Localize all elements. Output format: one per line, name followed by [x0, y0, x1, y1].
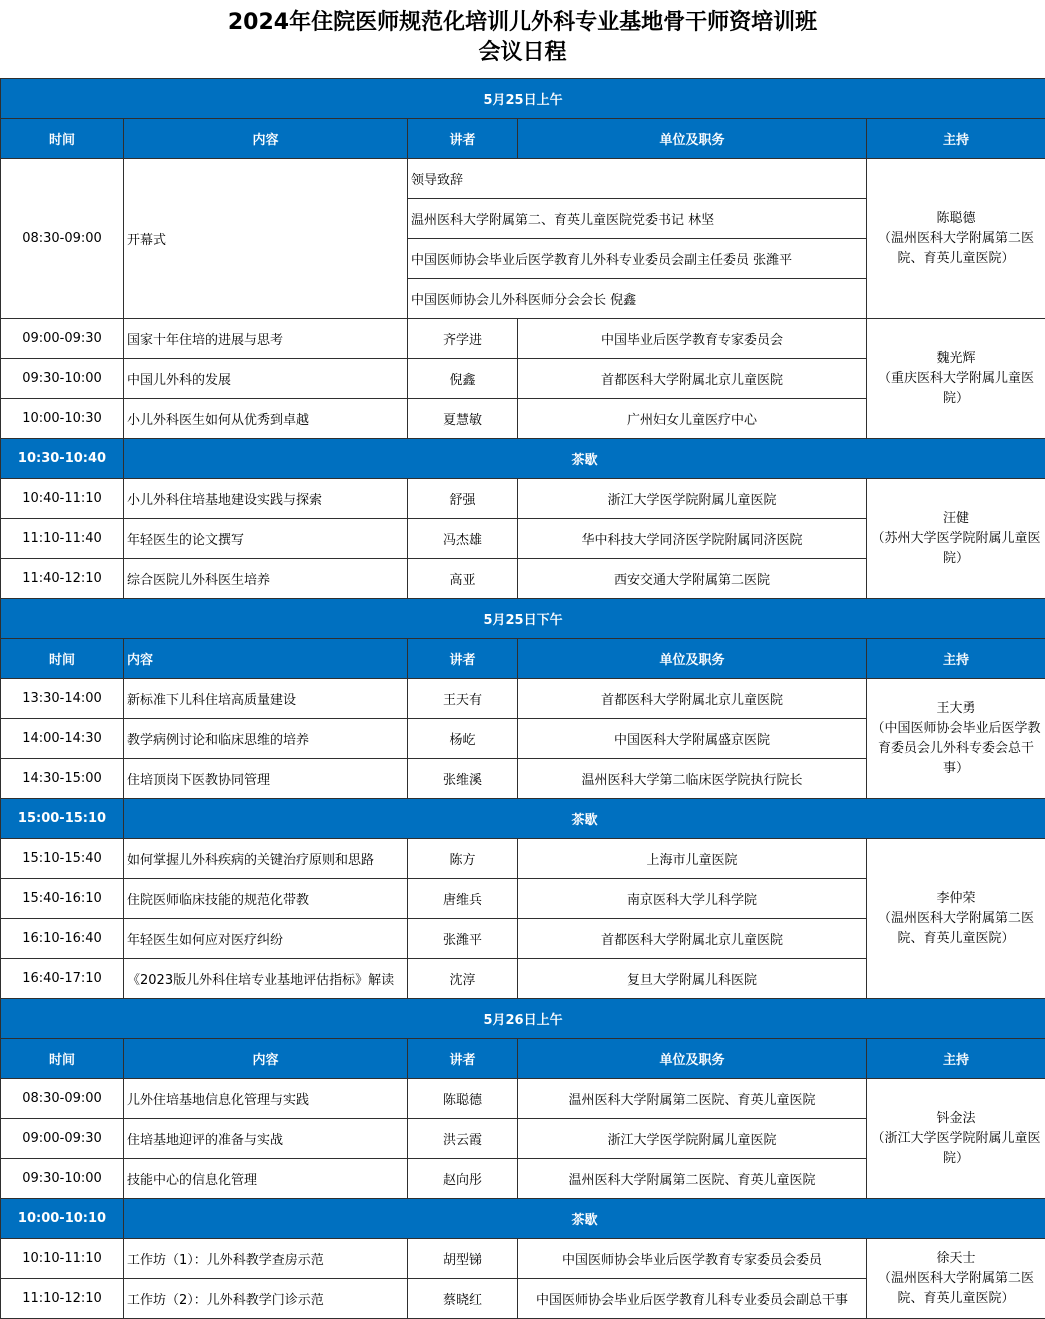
host-cell [867, 679, 1045, 799]
time-cell: 11:10-11:40 [1, 519, 124, 559]
section-row [1, 79, 1045, 119]
host-org: （苏州大学医学院附属儿童医院） [870, 529, 1042, 569]
content-cell: 住院医师临床技能的规范化带教 [124, 879, 408, 919]
speaker-cell: 张维溪 [408, 759, 518, 799]
unit-cell: 首都医科大学附属北京儿童医院 [518, 359, 867, 399]
break-row [1, 439, 1045, 479]
host-org: （浙江大学医学院附属儿童医院） [870, 1129, 1042, 1169]
break-time: 10:30-10:40 [1, 439, 124, 479]
time-cell: 15:10-15:40 [1, 839, 124, 879]
time-cell: 15:40-16:10 [1, 879, 124, 919]
unit-cell: 南京医科大学儿科学院 [518, 879, 867, 919]
time-cell: 09:30-10:00 [1, 1159, 124, 1199]
unit-cell: 中国毕业后医学教育专家委员会 [518, 319, 867, 359]
table-row [1, 1079, 1045, 1119]
header-host: 主持 [867, 1039, 1045, 1079]
header-content: 内容 [124, 1039, 408, 1079]
content-cell: 综合医院儿外科医生培养 [124, 559, 408, 599]
break-row [1, 799, 1045, 839]
speaker-cell: 高亚 [408, 559, 518, 599]
header-row [1, 119, 1045, 159]
unit-cell: 中国医师协会毕业后医学教育儿科专业委员会副总干事 [518, 1279, 867, 1319]
speaker-cell: 王天有 [408, 679, 518, 719]
speaker-cell: 唐维兵 [408, 879, 518, 919]
opening-line: 温州医科大学附属第二、育英儿童医院党委书记 林坚 [408, 199, 867, 239]
speaker-cell: 倪鑫 [408, 359, 518, 399]
break-time: 10:00-10:10 [1, 1199, 124, 1239]
unit-cell: 华中科技大学同济医学院附属同济医院 [518, 519, 867, 559]
header-host: 主持 [867, 639, 1045, 679]
host-org: （温州医科大学附属第二医院、育英儿童医院） [870, 909, 1042, 949]
opening-line: 中国医师协会儿外科医师分会会长 倪鑫 [408, 279, 867, 319]
host-org: （温州医科大学附属第二医院、育英儿童医院） [870, 1269, 1042, 1309]
content-cell: 住培顶岗下医教协同管理 [124, 759, 408, 799]
header-row [1, 1039, 1045, 1079]
table-row [1, 319, 1045, 359]
section-title: 5月25日下午 [1, 599, 1045, 639]
opening-line: 中国医师协会毕业后医学教育儿外科专业委员会副主任委员 张潍平 [408, 239, 867, 279]
title-line-1: 2024年住院医师规范化培训儿外科专业基地骨干师资培训班 [0, 8, 1045, 38]
opening-line: 领导致辞 [408, 159, 867, 199]
header-content: 内容 [124, 119, 408, 159]
content-cell: 《2023版儿外科住培专业基地评估指标》解读 [124, 959, 408, 999]
speaker-cell: 陈方 [408, 839, 518, 879]
header-host: 主持 [867, 119, 1045, 159]
speaker-cell: 沈淳 [408, 959, 518, 999]
header-time: 时间 [1, 1039, 124, 1079]
unit-cell: 复旦大学附属儿科医院 [518, 959, 867, 999]
unit-cell: 首都医科大学附属北京儿童医院 [518, 919, 867, 959]
speaker-cell: 赵向彤 [408, 1159, 518, 1199]
host-cell [867, 159, 1045, 319]
host-cell [867, 1239, 1045, 1319]
header-speaker: 讲者 [408, 639, 518, 679]
time-cell: 10:40-11:10 [1, 479, 124, 519]
speaker-cell: 冯杰雄 [408, 519, 518, 559]
unit-cell: 西安交通大学附属第二医院 [518, 559, 867, 599]
host-cell [867, 1079, 1045, 1199]
header-time: 时间 [1, 639, 124, 679]
time-cell: 09:30-10:00 [1, 359, 124, 399]
header-speaker: 讲者 [408, 1039, 518, 1079]
unit-cell: 上海市儿童医院 [518, 839, 867, 879]
host-org: （中国医师协会毕业后医学教育委员会儿外科专委会总干事） [870, 719, 1042, 779]
unit-cell: 浙江大学医学院附属儿童医院 [518, 479, 867, 519]
content-cell: 儿外住培基地信息化管理与实践 [124, 1079, 408, 1119]
content-cell: 工作坊（2）：儿外科教学门诊示范 [124, 1279, 408, 1319]
unit-cell: 广州妇女儿童医疗中心 [518, 399, 867, 439]
host-name: 徐天士 [870, 1249, 1042, 1269]
speaker-cell: 齐学进 [408, 319, 518, 359]
header-unit: 单位及职务 [518, 1039, 867, 1079]
speaker-cell: 蔡晓红 [408, 1279, 518, 1319]
unit-cell: 中国医科大学附属盛京医院 [518, 719, 867, 759]
content-cell: 小儿外科住培基地建设实践与探索 [124, 479, 408, 519]
time-cell: 10:00-10:30 [1, 399, 124, 439]
speaker-cell: 洪云霞 [408, 1119, 518, 1159]
unit-cell: 浙江大学医学院附属儿童医院 [518, 1119, 867, 1159]
host-name: 李仲荣 [870, 889, 1042, 909]
speaker-cell: 夏慧敏 [408, 399, 518, 439]
time-cell: 08:30-09:00 [1, 159, 124, 319]
unit-cell: 温州医科大学附属第二医院、育英儿童医院 [518, 1079, 867, 1119]
time-cell: 09:00-09:30 [1, 1119, 124, 1159]
content-cell: 技能中心的信息化管理 [124, 1159, 408, 1199]
content-cell: 住培基地迎评的准备与实战 [124, 1119, 408, 1159]
break-label: 茶歇 [124, 439, 1045, 479]
host-org: （温州医科大学附属第二医院、育英儿童医院） [870, 229, 1042, 269]
time-cell: 11:10-12:10 [1, 1279, 124, 1319]
header-speaker: 讲者 [408, 119, 518, 159]
table-row [1, 1239, 1045, 1279]
table-row [1, 679, 1045, 719]
time-cell: 14:30-15:00 [1, 759, 124, 799]
content-cell: 年轻医生的论文撰写 [124, 519, 408, 559]
table-row [1, 479, 1045, 519]
time-cell: 11:40-12:10 [1, 559, 124, 599]
break-label: 茶歇 [124, 1199, 1045, 1239]
time-cell: 08:30-09:00 [1, 1079, 124, 1119]
speaker-cell: 杨屹 [408, 719, 518, 759]
content-cell: 新标准下儿科住培高质量建设 [124, 679, 408, 719]
content-cell: 教学病例讨论和临床思维的培养 [124, 719, 408, 759]
time-cell: 09:00-09:30 [1, 319, 124, 359]
time-cell: 16:40-17:10 [1, 959, 124, 999]
opening-row [1, 159, 1045, 199]
section-title: 5月26日上午 [1, 999, 1045, 1039]
time-cell: 16:10-16:40 [1, 919, 124, 959]
content-cell: 小儿外科医生如何从优秀到卓越 [124, 399, 408, 439]
page-title [0, 0, 1045, 78]
content-cell: 中国儿外科的发展 [124, 359, 408, 399]
host-cell [867, 479, 1045, 599]
section-row [1, 599, 1045, 639]
unit-cell: 温州医科大学第二临床医学院执行院长 [518, 759, 867, 799]
host-org: （重庆医科大学附属儿童医院） [870, 369, 1042, 409]
host-name: 魏光辉 [870, 349, 1042, 369]
time-cell: 13:30-14:00 [1, 679, 124, 719]
header-unit: 单位及职务 [518, 119, 867, 159]
header-unit: 单位及职务 [518, 639, 867, 679]
break-label: 茶歇 [124, 799, 1045, 839]
speaker-cell: 舒强 [408, 479, 518, 519]
schedule-table [0, 78, 1045, 1319]
table-row [1, 839, 1045, 879]
content-cell: 开幕式 [124, 159, 408, 319]
unit-cell: 首都医科大学附属北京儿童医院 [518, 679, 867, 719]
host-name: 陈聪德 [870, 209, 1042, 229]
unit-cell: 温州医科大学附属第二医院、育英儿童医院 [518, 1159, 867, 1199]
host-name: 钭金法 [870, 1109, 1042, 1129]
header-row [1, 639, 1045, 679]
host-cell [867, 839, 1045, 999]
content-cell: 如何掌握儿外科疾病的关键治疗原则和思路 [124, 839, 408, 879]
content-cell: 工作坊（1）：儿外科教学查房示范 [124, 1239, 408, 1279]
header-content: 内容 [124, 639, 408, 679]
speaker-cell: 胡型锑 [408, 1239, 518, 1279]
header-time: 时间 [1, 119, 124, 159]
break-row [1, 1199, 1045, 1239]
unit-cell: 中国医师协会毕业后医学教育专家委员会委员 [518, 1239, 867, 1279]
speaker-cell: 陈聪德 [408, 1079, 518, 1119]
title-line-2: 会议日程 [0, 38, 1045, 68]
section-title: 5月25日上午 [1, 79, 1045, 119]
section-row [1, 999, 1045, 1039]
content-cell: 年轻医生如何应对医疗纠纷 [124, 919, 408, 959]
break-time: 15:00-15:10 [1, 799, 124, 839]
host-cell [867, 319, 1045, 439]
speaker-cell: 张潍平 [408, 919, 518, 959]
host-name: 汪健 [870, 509, 1042, 529]
time-cell: 14:00-14:30 [1, 719, 124, 759]
content-cell: 国家十年住培的进展与思考 [124, 319, 408, 359]
host-name: 王大勇 [870, 699, 1042, 719]
time-cell: 10:10-11:10 [1, 1239, 124, 1279]
